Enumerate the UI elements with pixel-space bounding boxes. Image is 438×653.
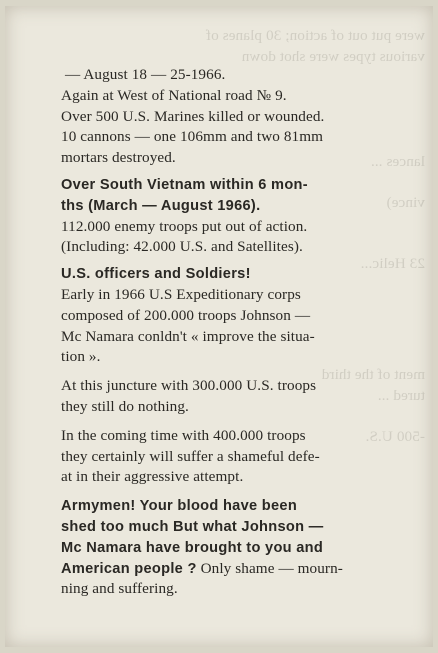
text-line: At this juncture with 300.000 U.S. troops bbox=[61, 377, 317, 395]
bleed-line: tured ... bbox=[377, 386, 425, 404]
text-line: mortars destroyed. bbox=[61, 149, 176, 167]
heading-line: Armymen! Your blood have been bbox=[61, 498, 298, 515]
mixed-line bbox=[61, 559, 401, 580]
leaflet-body bbox=[61, 65, 401, 600]
text-line: Over 500 U.S. Marines killed or wounded. bbox=[61, 107, 325, 125]
bleed-line: -500 U.S. bbox=[365, 427, 425, 445]
bleed-line: vince) bbox=[386, 194, 425, 212]
bleed-line: 23 Helic... bbox=[360, 255, 425, 273]
heading-fragment: American people ? bbox=[61, 560, 197, 577]
leaflet-page bbox=[5, 6, 433, 647]
text-line: tion ». bbox=[61, 348, 101, 366]
text-line: In the coming time with 400.000 troops bbox=[61, 426, 306, 444]
text-line: Early in 1966 U.S Expeditionary corps bbox=[61, 285, 301, 303]
text-line: ning and suffering. bbox=[61, 580, 178, 598]
heading-line: Mc Namara have brought to you and bbox=[61, 539, 324, 556]
text-line: at in their aggressive attempt. bbox=[61, 468, 244, 486]
bleed-line: ment of the third bbox=[321, 365, 425, 383]
text-fragment: Only shame — mourn- bbox=[200, 559, 343, 577]
bleed-line: lances ... bbox=[370, 152, 425, 170]
text-line: 112.000 enemy troops put out of action. bbox=[61, 217, 308, 235]
text-line: they still do nothing. bbox=[61, 397, 189, 415]
text-line: composed of 200.000 troops Johnson — bbox=[61, 306, 311, 324]
heading-line: U.S. officers and Soldiers! bbox=[61, 266, 251, 283]
heading-line: ths (March — August 1966). bbox=[61, 197, 261, 214]
heading-line: shed too much But what Johnson — bbox=[61, 518, 324, 535]
text-line: 10 cannons — one 106mm and two 81mm bbox=[61, 128, 324, 146]
text-line: (Including: 42.000 U.S. and Satellites). bbox=[61, 238, 303, 256]
bleed-line: various types were shot down bbox=[241, 47, 425, 65]
date-line: — August 18 — 25-1966. bbox=[65, 66, 226, 83]
heading-line: Over South Vietnam within 6 mon- bbox=[61, 176, 308, 193]
bleed-line: were put out of action; 30 planes of bbox=[205, 27, 425, 44]
text-line: Mc Namara conldn't « improve the situa- bbox=[61, 327, 315, 345]
text-line: they certainly will suffer a shameful defe- bbox=[61, 447, 320, 465]
text-line: Again at West of National road № 9. bbox=[61, 86, 287, 104]
